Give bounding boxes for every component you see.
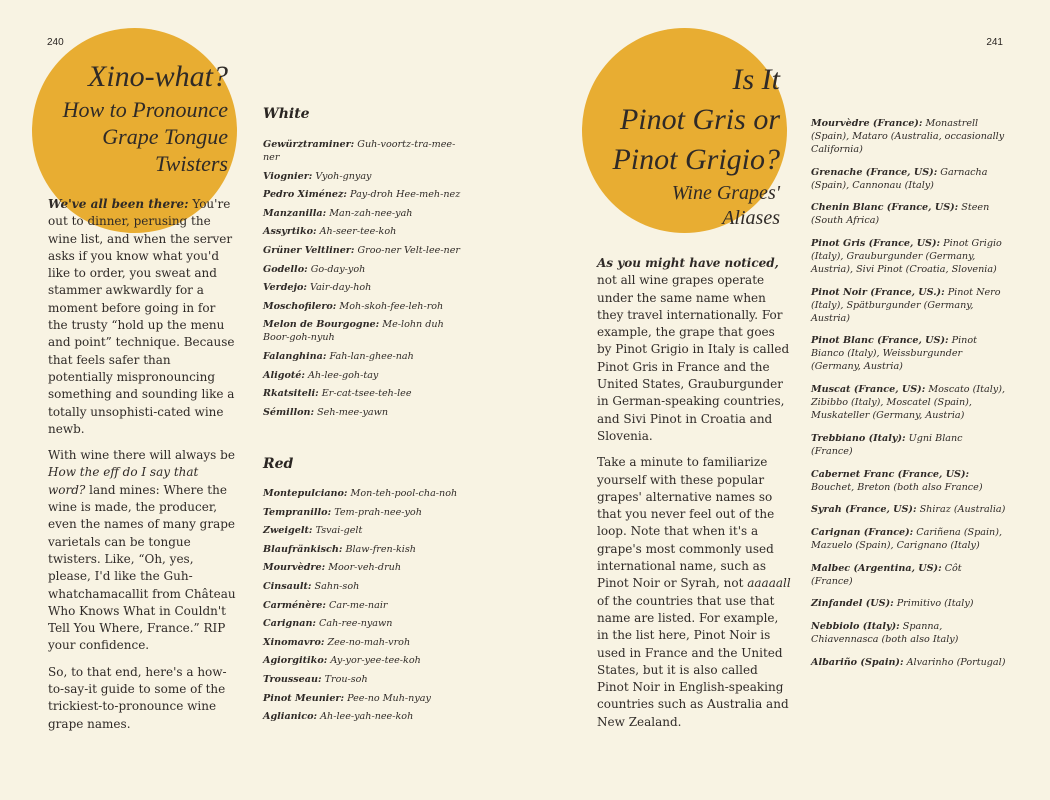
alias-item xyxy=(811,526,1006,552)
white-grape-item xyxy=(263,387,468,400)
red-grape-item-value: Tsvai-gelt xyxy=(315,525,363,537)
right-headline-title-1: Is It xyxy=(732,63,780,96)
red-grape-item xyxy=(263,561,468,574)
alias-item xyxy=(811,383,1006,422)
alias-item-value: Alvarinho (Portugal) xyxy=(906,656,1006,668)
left-headline xyxy=(8,60,228,177)
white-grape-item-value: Fah-lan-ghee-nah xyxy=(329,350,414,362)
alias-item xyxy=(811,166,1006,192)
white-grape-item-term: Falanghina: xyxy=(263,350,327,362)
white-grape-item-value: Ah-lee-goh-tay xyxy=(307,369,379,381)
red-grape-item xyxy=(263,654,468,667)
red-grape-item xyxy=(263,710,468,723)
left-intro-p2-em: How the eff do I say that word? xyxy=(48,465,199,497)
alias-item-value: Côt (France) xyxy=(811,562,962,587)
red-grape-item-value: Trou-soh xyxy=(324,673,368,685)
white-grape-item-value: Vair-day-hoh xyxy=(310,282,372,294)
red-grape-item-value: Moor-veh-druh xyxy=(328,562,402,574)
white-grape-item-value: Er-cat-tsee-teh-lee xyxy=(321,388,412,400)
red-grape-item-value: Tem-prah-nee-yoh xyxy=(334,506,422,518)
white-grape-item xyxy=(263,281,468,294)
alias-item xyxy=(811,503,1006,516)
white-grape-item-value: Go-day-yoh xyxy=(310,263,366,275)
left-headline-title: Xino-what? xyxy=(88,60,228,93)
alias-item xyxy=(811,620,1006,646)
alias-item xyxy=(811,201,1006,227)
alias-item-term: Cabernet Franc (France, US): xyxy=(811,468,970,480)
white-grape-item xyxy=(263,207,468,220)
alias-item-value: Primitivo (Italy) xyxy=(896,598,974,610)
alias-item-term: Trebbiano (Italy): xyxy=(811,432,906,444)
right-headline-title-3: Pinot Grigio? xyxy=(612,143,780,176)
alias-item-value: Moscato (Italy), Zibibbo (Italy), Moscatel (Spain), Muskateller (Germany, Austria) xyxy=(811,384,1006,422)
white-grape-item xyxy=(263,300,468,313)
right-headline-subtitle-2: Aliases xyxy=(722,207,780,229)
left-intro-paragraph-2 xyxy=(48,447,238,655)
right-intro-paragraph-2 xyxy=(597,454,793,731)
right-headline-subtitle-1: Wine Grapes' xyxy=(671,182,780,204)
left-intro-p2-b: land mines: Where the wine is made, the producer, even the names of many grape varietals can be tongue twisters. Like, “Oh, yes, please, I'd like the Guh-whatchamacallit from Château Who Knows What in Couldn't Tell You Where, France.” RIP your confidence. xyxy=(48,482,236,653)
white-grape-item-term: Manzanilla: xyxy=(263,207,327,219)
alias-item-term: Carignan (France): xyxy=(811,526,914,538)
alias-item-value: Steen (South Africa) xyxy=(811,202,990,227)
red-grape-item xyxy=(263,617,468,630)
white-grape-item-term: Assyrtiko: xyxy=(263,226,317,238)
alias-item-term: Muscat (France, US): xyxy=(811,384,926,396)
red-grape-item-value: Mon-teh-pool-cha-noh xyxy=(350,488,458,499)
alias-item-term: Mourvèdre (France): xyxy=(811,118,923,129)
section-title-red: Red xyxy=(263,456,294,472)
left-intro-paragraph-3: So, to that end, here's a how-to-say-it guide to some of the trickiest-to-pronounce wine grape names. xyxy=(48,664,227,731)
red-grape-item-value: Ay-yor-yee-tee-koh xyxy=(330,655,421,667)
alias-item-value: Ugni Blanc (France) xyxy=(811,432,963,457)
white-grape-item xyxy=(263,350,468,363)
left-intro-p1-text: You're out to dinner, perusing the wine list, and when the server asks if you know what you'd like to order, you sweat and stammer awkwardly for a moment before going in for the trusty “hold up the menu and point” technique. Because that feels safer than potentially mispronouncing something and sounding like a totally unsophisti-cated wine newb. xyxy=(48,197,235,436)
red-grape-item-value: Ah-lee-yah-nee-koh xyxy=(320,711,414,723)
white-grape-item-term: Gewürztraminer: xyxy=(263,139,355,150)
white-grape-item xyxy=(263,188,468,201)
white-grape-item-value: Ah-seer-tee-koh xyxy=(319,226,397,238)
left-headline-subtitle-3: Twisters xyxy=(155,151,228,176)
alias-item xyxy=(811,432,1006,458)
white-grape-item-value: Moh-skoh-fee-leh-roh xyxy=(339,300,444,312)
white-grape-item xyxy=(263,406,468,419)
white-grape-item-term: Godello: xyxy=(263,263,308,275)
red-grape-item-term: Carignan: xyxy=(263,618,316,630)
alias-item xyxy=(811,656,1006,669)
left-intro-p2-a: With wine there will always be xyxy=(48,448,235,463)
red-grape-item-term: Pinot Meunier: xyxy=(263,692,345,704)
alias-item-value: Spanna, Chiavennasca (both also Italy) xyxy=(811,620,959,645)
white-grape-item xyxy=(263,138,468,164)
white-grape-item-term: Sémillon: xyxy=(263,406,315,418)
white-grape-item xyxy=(263,170,468,183)
left-headline-subtitle-1: How to Pronounce xyxy=(62,97,228,122)
red-grape-item-term: Aglianico: xyxy=(263,711,318,723)
white-grape-item-value: Seh-mee-yawn xyxy=(317,406,389,418)
left-intro-paragraph-1 xyxy=(48,196,238,438)
alias-item xyxy=(811,562,1006,588)
white-grape-item-term: Moschofilero: xyxy=(263,300,337,312)
white-grape-item-value: Me-lohn duh Boor-goh-nyuh xyxy=(263,319,444,344)
alias-item-term: Pinot Blanc (France, US): xyxy=(811,335,949,347)
alias-item xyxy=(811,286,1006,325)
alias-item xyxy=(811,237,1006,276)
alias-item-term: Pinot Gris (France, US): xyxy=(811,238,941,250)
alias-item xyxy=(811,117,1006,156)
alias-item-value: Pinot Nero (Italy), Spätburgunder (Germany, Austria) xyxy=(811,286,1001,324)
red-grape-item-term: Trousseau: xyxy=(263,673,322,685)
red-grape-item-term: Montepulciano: xyxy=(263,488,348,499)
alias-item-term: Syrah (France, US): xyxy=(811,504,917,516)
white-grape-list xyxy=(263,138,468,424)
alias-item-value: Shiraz (Australia) xyxy=(919,504,1006,516)
right-intro-p1-text: not all wine grapes operate under the same name when they travel internationally. For example, the grape that goes by Pinot Grigio in Italy is called Pinot Gris in France and the United States, Grauburgunder in German-speaking countries, and Sivi Pinot in Croatia and Slovenia. xyxy=(597,273,790,443)
alias-item-value: Monastrell (Spain), Mataro (Australia, occasionally California) xyxy=(811,118,1005,155)
alias-item-term: Zinfandel (US): xyxy=(811,598,894,610)
alias-item-term: Chenin Blanc (France, US): xyxy=(811,202,959,214)
white-grape-item-term: Pedro Ximénez: xyxy=(263,189,347,201)
red-grape-item xyxy=(263,487,468,500)
white-grape-item-value: Pay-droh Hee-meh-nez xyxy=(350,189,461,201)
white-grape-item-value: Groo-ner Velt-lee-ner xyxy=(357,244,461,256)
red-grape-item xyxy=(263,543,468,556)
red-grape-item-value: Sahn-soh xyxy=(314,580,360,592)
red-grape-item-term: Blaufränkisch: xyxy=(263,543,343,555)
section-title-white: White xyxy=(263,106,310,122)
right-intro-p2-em: aaaaall xyxy=(747,576,791,591)
white-grape-item-value: Man-zah-nee-yah xyxy=(329,207,413,219)
alias-item-term: Pinot Noir (France, US.): xyxy=(811,286,945,298)
red-grape-item xyxy=(263,524,468,537)
right-intro-p2-a: Take a minute to familiarize yourself with these popular grapes' alternative names so that you never feel out of the loop. Note that when it's a grape's most commonly used international name, such as Pinot Noir or Syrah, not xyxy=(597,455,775,591)
alias-item xyxy=(811,468,1006,494)
red-grape-item-value: Zee-no-mah-vroh xyxy=(327,636,411,648)
red-grape-item xyxy=(263,599,468,612)
red-grape-item-term: Xinomavro: xyxy=(263,636,325,648)
white-grape-item xyxy=(263,244,468,257)
red-grape-item-term: Mourvèdre: xyxy=(263,562,326,574)
white-grape-item xyxy=(263,225,468,238)
right-headline-title-2: Pinot Gris or xyxy=(619,103,780,136)
white-grape-item-term: Aligoté: xyxy=(263,369,305,381)
alias-item-term: Grenache (France, US): xyxy=(811,166,938,178)
alias-list xyxy=(811,117,1006,678)
page-number-left: 240 xyxy=(47,37,64,48)
white-grape-item-value: Vyoh-gnyay xyxy=(315,170,372,182)
red-grape-item xyxy=(263,636,468,649)
red-grape-item xyxy=(263,580,468,593)
white-grape-item xyxy=(263,263,468,276)
alias-item-value: Pinot Bianco (Italy), Weissburgunder (Germany, Austria) xyxy=(811,335,977,373)
white-grape-item-term: Verdejo: xyxy=(263,282,307,294)
alias-item-value: Pinot Grigio (Italy), Grauburgunder (Germany, Austria), Sivi Pinot (Croatia, Slovenia) xyxy=(811,238,1002,276)
left-intro xyxy=(48,196,238,742)
white-grape-item xyxy=(263,318,468,344)
red-grape-item-value: Pee-no Muh-nyay xyxy=(347,692,431,704)
white-grape-item xyxy=(263,369,468,382)
white-grape-item-term: Grüner Veltliner: xyxy=(263,244,355,256)
page-number-right: 241 xyxy=(986,37,1003,48)
white-grape-item-value: Guh-voortz-tra-mee-ner xyxy=(263,139,456,163)
alias-item-value: Bouchet, Breton (both also France) xyxy=(811,481,983,493)
red-grape-list xyxy=(263,487,468,729)
left-headline-subtitle-2: Grape Tongue xyxy=(102,124,228,149)
white-grape-item-term: Viognier: xyxy=(263,170,313,182)
alias-item-term: Albariño (Spain): xyxy=(811,656,904,668)
alias-item xyxy=(811,334,1006,373)
red-grape-item-term: Cinsault: xyxy=(263,580,312,592)
red-grape-item-term: Agiorgitiko: xyxy=(263,655,328,667)
red-grape-item-term: Tempranillo: xyxy=(263,506,332,518)
red-grape-item-value: Cah-ree-nyawn xyxy=(319,618,393,630)
alias-item-value: Garnacha (Spain), Cannonau (Italy) xyxy=(811,166,988,191)
left-intro-lead: We've all been there: xyxy=(48,197,189,211)
red-grape-item xyxy=(263,673,468,686)
red-grape-item-term: Carménère: xyxy=(263,599,326,611)
white-grape-item-term: Rkatsiteli: xyxy=(263,388,319,400)
right-intro-paragraph-1 xyxy=(597,255,793,445)
alias-item xyxy=(811,597,1006,610)
red-grape-item-term: Zweigelt: xyxy=(263,525,313,537)
right-intro-lead: As you might have noticed, xyxy=(597,256,779,270)
right-headline xyxy=(560,60,780,231)
red-grape-item-value: Car-me-nair xyxy=(329,599,388,611)
red-grape-item xyxy=(263,506,468,519)
right-intro xyxy=(597,255,793,740)
red-grape-item xyxy=(263,692,468,705)
alias-item-term: Nebbiolo (Italy): xyxy=(811,620,900,632)
alias-item-value: Cariñena (Spain), Mazuelo (Spain), Carignano (Italy) xyxy=(811,526,1003,551)
white-grape-item-term: Melon de Bourgogne: xyxy=(263,319,380,331)
right-intro-p2-b: of the countries that use that name are listed. For example, in the list here, Pinot Noir is used in France and the United States, but it is also called Pinot Noir in English-speaking countries such as Australia and New Zealand. xyxy=(597,593,789,729)
alias-item-term: Malbec (Argentina, US): xyxy=(811,562,942,574)
red-grape-item-value: Blaw-fren-kish xyxy=(345,543,416,555)
